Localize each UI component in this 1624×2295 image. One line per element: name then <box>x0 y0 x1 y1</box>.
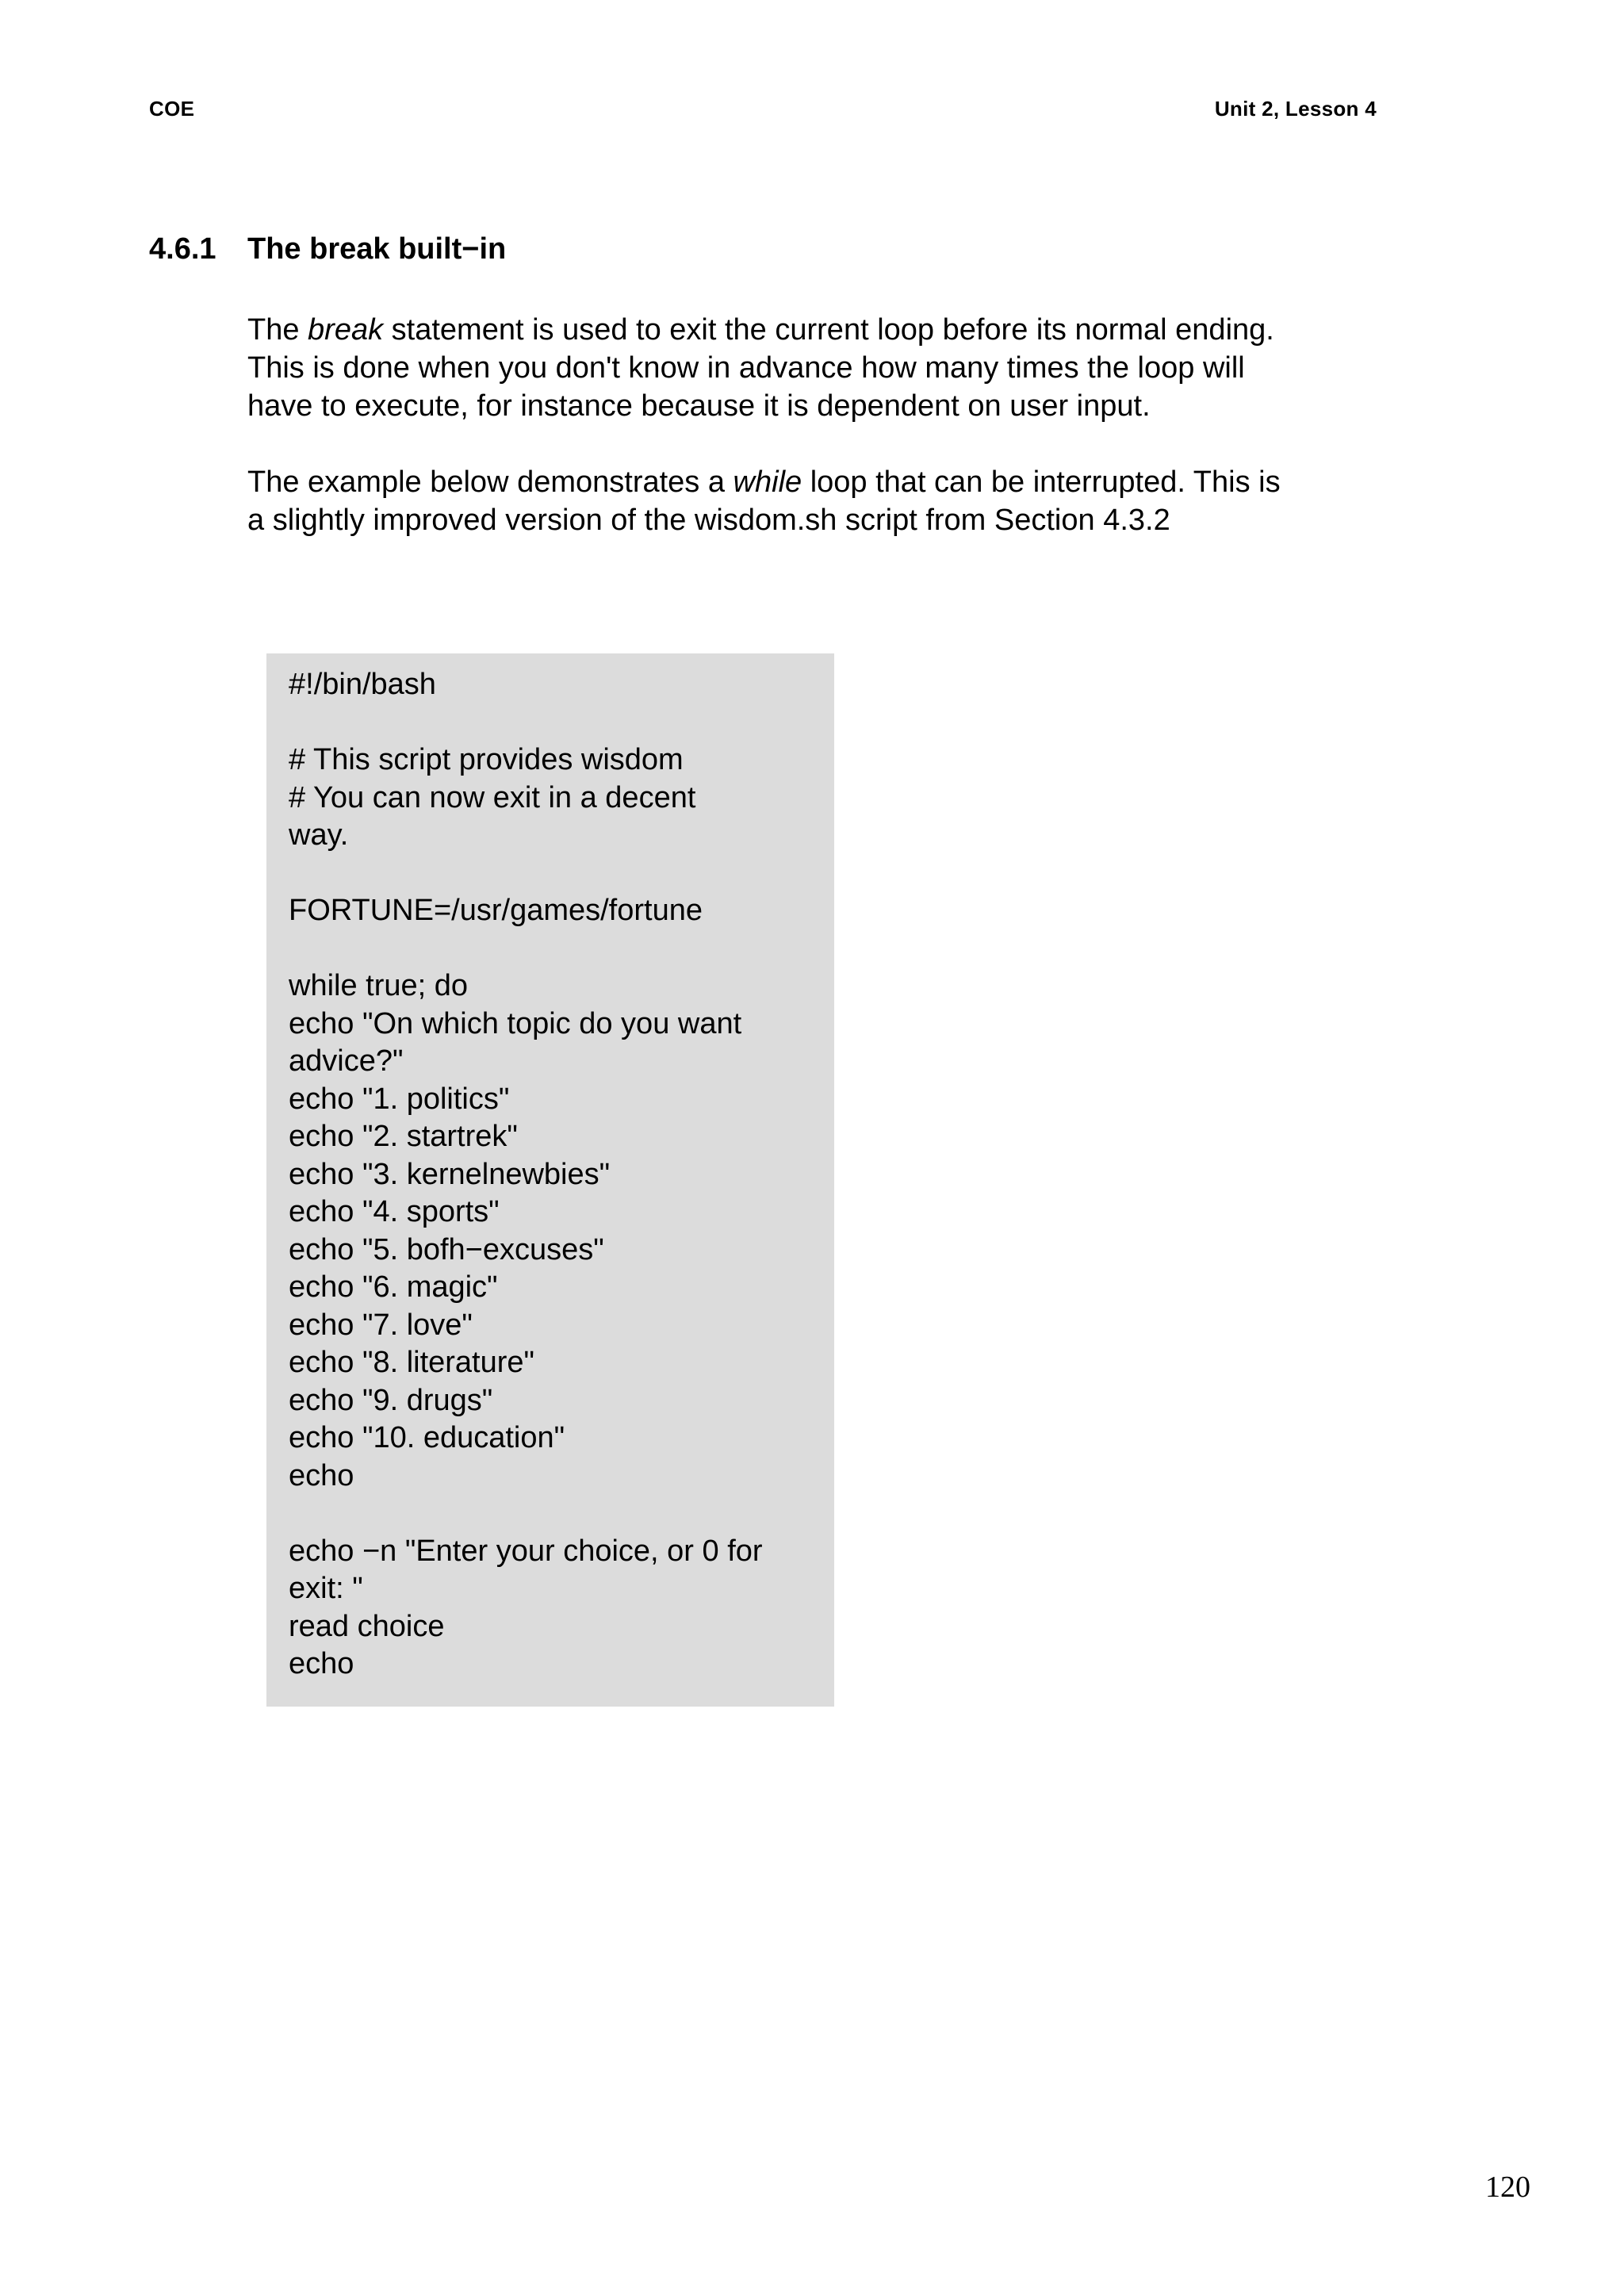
code-line: echo "9. drugs" <box>289 1383 493 1417</box>
paragraph-line <box>247 463 1405 501</box>
code-line: echo "10. education" <box>289 1421 565 1454</box>
section-heading <box>149 232 506 266</box>
code-line: echo "7. love" <box>289 1308 473 1342</box>
code-line: echo "5. bofh−excuses" <box>289 1232 604 1266</box>
code-line: echo "On which topic do you want <box>289 1006 742 1040</box>
page-number: 120 <box>1485 2170 1530 2204</box>
code-line <box>289 930 763 968</box>
header-left: COE <box>149 97 195 121</box>
paragraph-line: have to execute, for instance because it is dependent on user input. <box>247 389 1151 423</box>
code-line <box>289 1495 763 1533</box>
code-line: echo "4. sports" <box>289 1195 500 1228</box>
code-line: #!/bin/bash <box>289 668 436 701</box>
text-run: statement is used to exit the current loop before its normal ending. <box>383 313 1274 347</box>
emphasis-while: while <box>733 466 802 499</box>
section-number: 4.6.1 <box>149 232 216 266</box>
code-line: while true; do <box>289 969 469 1002</box>
paragraph-line: This is done when you don't know in advance how many times the loop will <box>247 351 1245 385</box>
code-line: # This script provides wisdom <box>289 743 684 776</box>
code-line: echo −n "Enter your choice, or 0 for <box>289 1534 763 1568</box>
header-right: Unit 2, Lesson 4 <box>1214 97 1377 121</box>
code-line: echo "8. literature" <box>289 1346 535 1379</box>
code-line: echo "1. politics" <box>289 1082 510 1116</box>
code-line: echo "3. kernelnewbies" <box>289 1157 611 1191</box>
code-line: echo "2. startrek" <box>289 1120 518 1153</box>
paragraph-line: a slightly improved version of the wisdom.sh script from Section 4.3.2 <box>247 504 1170 537</box>
code-lines <box>289 666 763 1684</box>
code-line: echo <box>289 1647 354 1680</box>
code-line <box>289 855 763 893</box>
code-line: read choice <box>289 1609 445 1643</box>
emphasis-break: break <box>308 313 384 347</box>
text-run: The <box>247 313 308 347</box>
text-run: loop that can be interrupted. This is <box>802 466 1281 499</box>
code-line <box>289 704 763 742</box>
code-line: way. <box>289 818 349 852</box>
code-line: advice?" <box>289 1044 404 1078</box>
code-line: exit: " <box>289 1572 363 1605</box>
code-line: echo <box>289 1458 354 1492</box>
code-block <box>266 653 834 1707</box>
code-line: echo "6. magic" <box>289 1270 498 1304</box>
paragraph-break-description <box>247 311 1405 425</box>
code-line: FORTUNE=/usr/games/fortune <box>289 894 703 927</box>
section-title: The break built−in <box>247 232 507 266</box>
paragraph-line <box>247 311 1405 349</box>
paragraph-example-intro <box>247 463 1405 539</box>
code-line: # You can now exit in a decent <box>289 780 696 814</box>
text-run: The example below demonstrates a <box>247 466 733 499</box>
